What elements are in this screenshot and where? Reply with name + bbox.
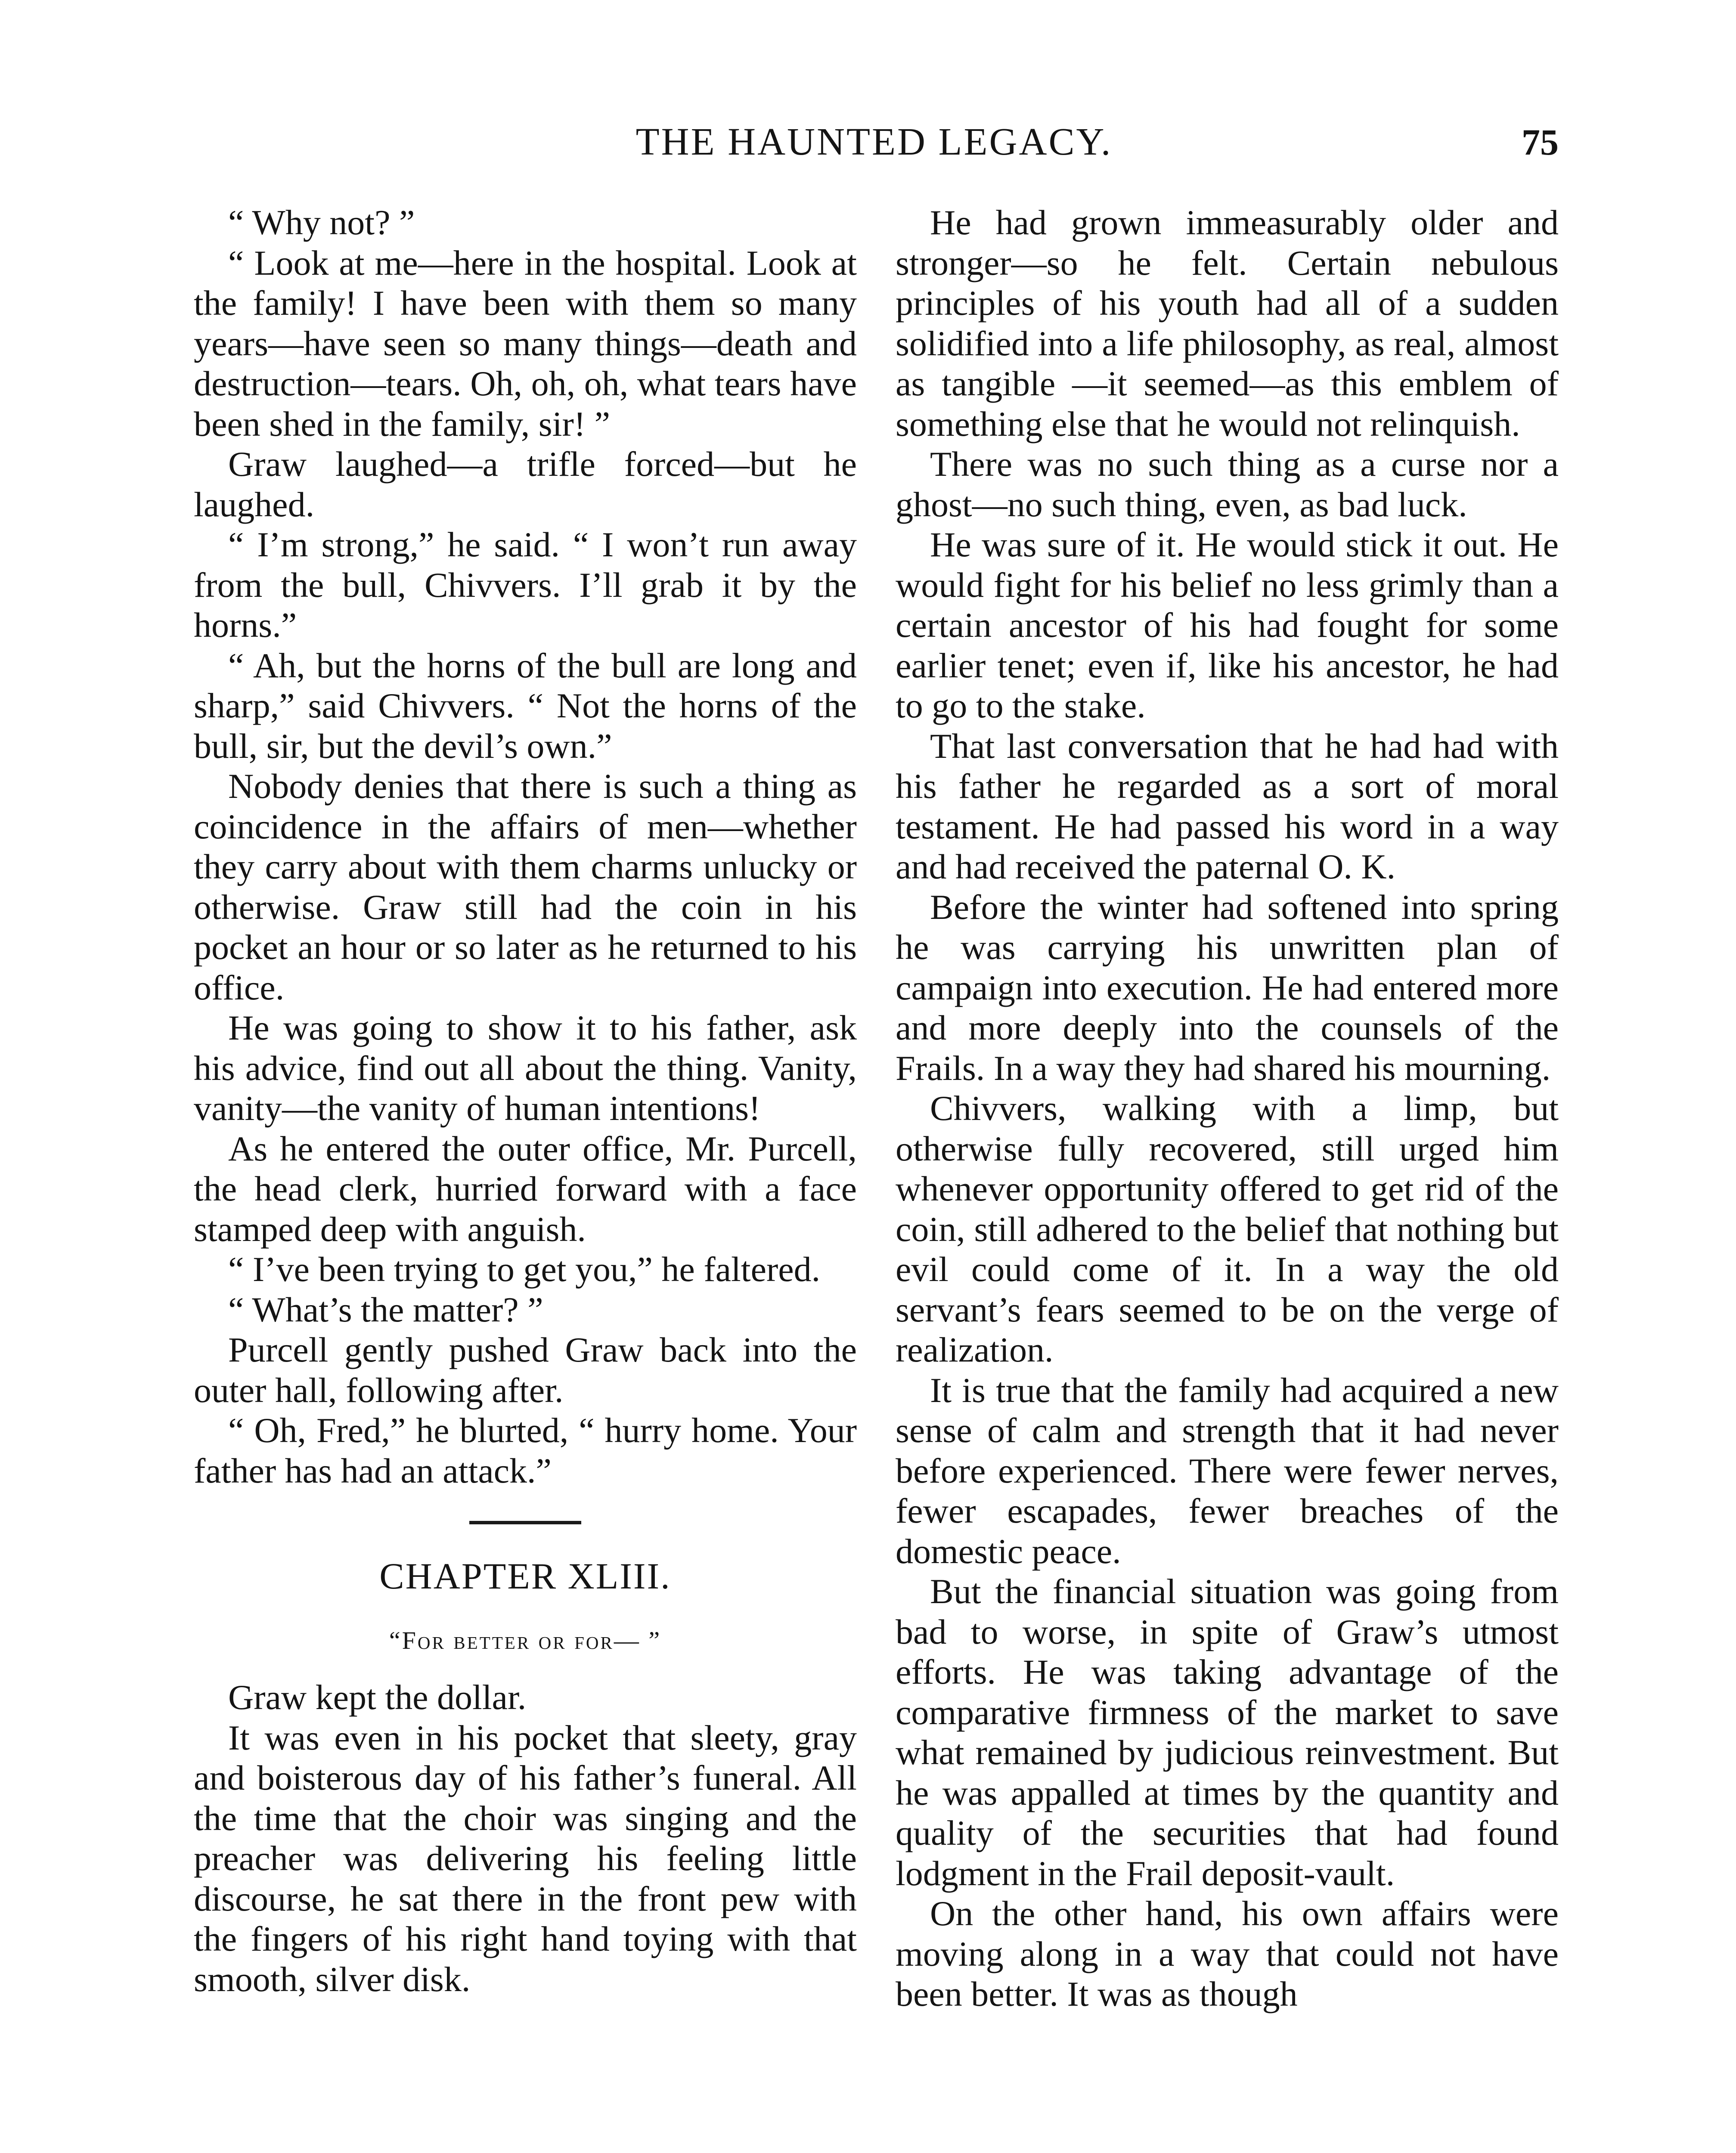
paragraph: But the financial situation was going from bad to worse, in spite of Graw’s utmost efforts. He was taking advantage of the comparative firmness of the market to save what remained by judicious reinvestment. But he was appalled at times by the quantity and quality of the securities that had found lodgment in the Frail deposit-vault. bbox=[896, 1572, 1559, 1893]
paragraph: It is true that the family had acquired a new sense of calm and strength that it had never before experienced. There were fewer nerves, fewer escapades, fewer breaches of the domestic peace. bbox=[896, 1370, 1559, 1571]
chapter-subtitle: “For better or for— ” bbox=[389, 1626, 662, 1654]
paragraph: It was even in his pocket that sleety, gray and boisterous day of his father’s funeral. All the time that the choir was singing and the preacher was delivering his feeling little discourse, he sat there in the front pew with the fingers of his right hand toying with that smooth, silver disk. bbox=[194, 1718, 857, 1999]
paragraph: Graw laughed—a trifle forced—but he laughed. bbox=[194, 444, 857, 524]
paragraph: As he entered the outer office, Mr. Purcell, the head clerk, hurried forward with a face stamped deep with anguish. bbox=[194, 1129, 857, 1249]
paragraph: Before the winter had softened into spring he was carrying his unwritten plan of campaign into execution. He had entered more and more deeply into the counsels of the Frails. In a way they had shared his mourning. bbox=[896, 887, 1559, 1088]
right-column bbox=[896, 202, 1559, 2014]
paragraph: Purcell gently pushed Graw back into the outer hall, following after. bbox=[194, 1330, 857, 1410]
paragraph: “ What’s the matter? ” bbox=[228, 1290, 543, 1329]
chapter-divider bbox=[469, 1521, 581, 1524]
paragraph: “ I’ve been trying to get you,” he faltered. bbox=[228, 1250, 821, 1289]
page-number: 75 bbox=[1522, 121, 1559, 163]
running-title: THE HAUNTED LEGACY. bbox=[636, 121, 1113, 163]
paragraph: “ Ah, but the horns of the bull are long and sharp,” said Chivvers. “ Not the horns of the bull, sir, but the devil’s own.” bbox=[194, 645, 857, 766]
paragraph: That last conversation that he had had with his father he regarded as a sort of moral testament. He had passed his word in a way and had received the paternal O. K. bbox=[896, 726, 1559, 886]
paragraph: He had grown immeasurably older and stronger—so he felt. Certain nebulous principles of his youth had all of a sudden solidified into a life philosophy, as real, almost as tangible —it seemed—as this emblem of something else that he would not relinquish. bbox=[896, 203, 1559, 444]
page-header bbox=[189, 116, 1559, 185]
paragraph: “ Why not? ” bbox=[228, 203, 415, 242]
paragraph: He was sure of it. He would stick it out. He would fight for his belief no less grimly than a certain ancestor of his had fought for some earlier tenet; even if, like his ancestor, he had to go to the stake. bbox=[896, 525, 1559, 725]
paragraph: Nobody denies that there is such a thing as coincidence in the affairs of men—whether they carry about with them charms unlucky or otherwise. Graw still had the coin in his pocket an hour or so later as he returned to his office. bbox=[194, 766, 857, 1007]
left-column bbox=[194, 202, 857, 1999]
paragraph: On the other hand, his own affairs were moving along in a way that could not have been better. It was as though bbox=[896, 1894, 1559, 2013]
paragraph: “ Oh, Fred,” he blurted, “ hurry home. Your father has had an attack.” bbox=[194, 1411, 857, 1490]
chapter-opening-paragraph: Graw kept the dollar. bbox=[228, 1678, 527, 1717]
paragraph: “ I’m strong,” he said. “ I won’t run away from the bull, Chivvers. I’ll grab it by the horns.” bbox=[194, 525, 857, 645]
paragraph: There was no such thing as a curse nor a ghost—no such thing, even, as bad luck. bbox=[896, 444, 1559, 524]
chapter-title: CHAPTER XLIII. bbox=[379, 1555, 671, 1597]
paragraph: He was going to show it to his father, ask his advice, find out all about the thing. Vanity, vanity—the vanity of human intentions! bbox=[194, 1008, 857, 1128]
paragraph: “ Look at me—here in the hospital. Look at the family! I have been with them so many years—have seen so many things—death and destruction—tears. Oh, oh, oh, what tears have been shed in the family, sir! ” bbox=[194, 243, 857, 444]
paragraph: Chivvers, walking with a limp, but otherwise fully recovered, still urged him whenever opportunity offered to get rid of the coin, still adhered to the belief that nothing but evil could come of it. In a way the old servant’s fears seemed to be on the verge of realization. bbox=[896, 1089, 1559, 1369]
